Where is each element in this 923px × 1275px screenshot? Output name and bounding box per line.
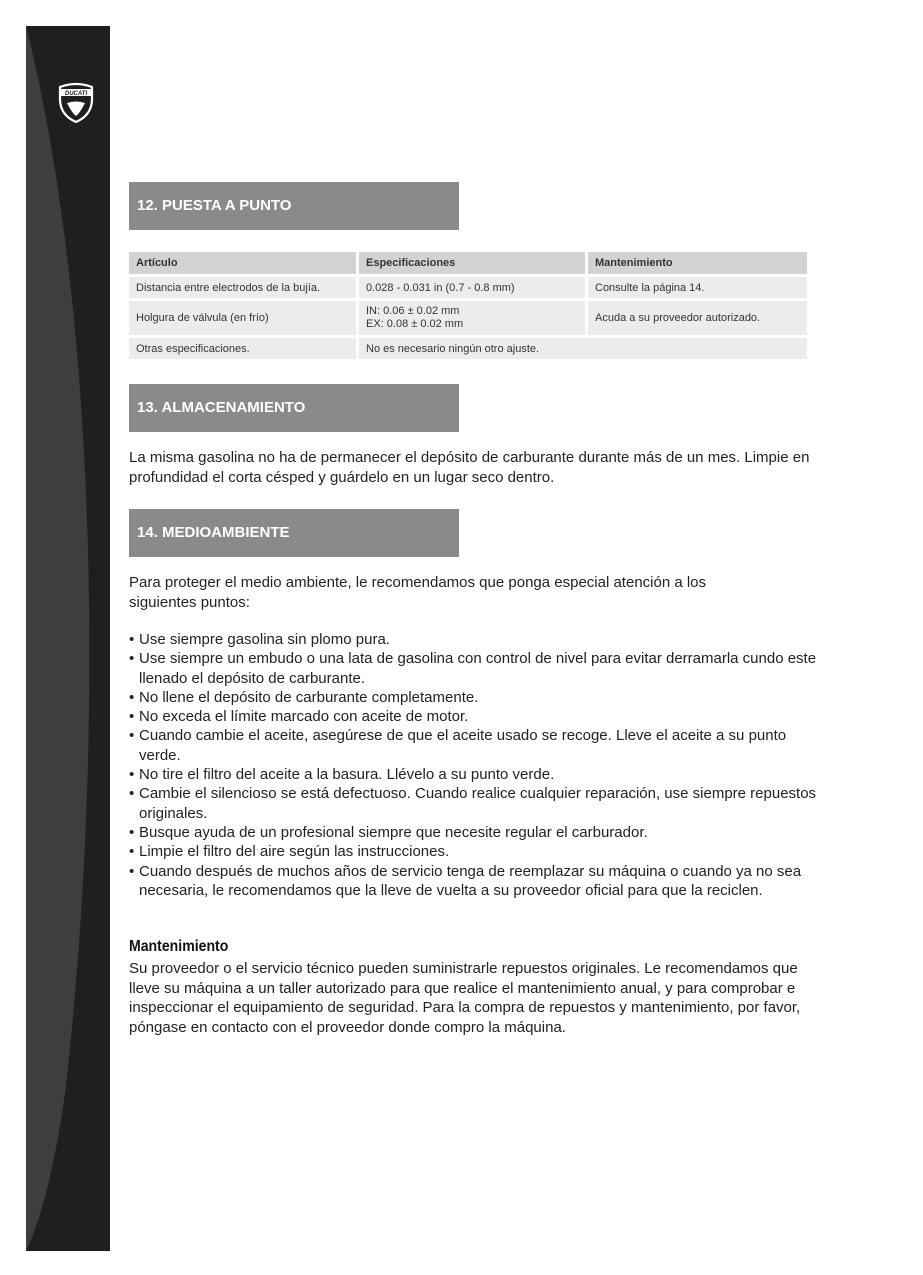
table-cell: Acuda a su proveedor autorizado.	[588, 301, 807, 335]
list-item: • Cuando cambie el aceite, asegúrese de que el aceite usado se recoge. Lleve el aceite a su punto verde.	[129, 726, 819, 765]
table-row	[129, 277, 807, 298]
list-item: • No llene el depósito de carburante completamente.	[129, 688, 819, 707]
list-item: • No exceda el límite marcado con aceite de motor.	[129, 707, 819, 726]
table-row	[129, 338, 807, 359]
column-header-especificaciones: Especificaciones	[359, 252, 585, 274]
table-cell: Holgura de válvula (en frío)	[129, 301, 356, 335]
list-item: • Use siempre gasolina sin plomo pura.	[129, 630, 819, 649]
spec-line-ex: EX: 0.08 ± 0.02 mm	[366, 318, 464, 330]
environment-bullet-list	[129, 630, 819, 900]
table-row	[129, 301, 807, 335]
section-header-puesta-a-punto: 12. PUESTA A PUNTO	[129, 182, 459, 230]
list-item: • Use siempre un embudo o una lata de gasolina con control de nivel para evitar derramarla cundo este llenado el depósito de carburante.	[129, 649, 819, 688]
maintenance-heading: Mantenimiento	[129, 938, 229, 955]
side-decorative-band	[26, 26, 110, 1251]
table-cell: Distancia entre electrodos de la bujía.	[129, 277, 356, 298]
maintenance-paragraph: Su proveedor o el servicio técnico pueden suministrarle repuestos originales. Le recomendamos que lleve su máquina a un taller autorizado para que realice el mantenimiento anual, y para comprobar e inspeccionar el equipamiento de seguridad. Para la compra de repuestos y mantenimiento, por favor, póngase en contacto con el proveedor donde compro la máquina.	[129, 960, 801, 1036]
logo-text: DUCATI	[64, 91, 88, 97]
specifications-table	[126, 249, 810, 362]
list-item: • Busque ayuda de un profesional siempre que necesite regular el carburador.	[129, 823, 819, 842]
column-header-mantenimiento: Mantenimiento	[588, 252, 807, 274]
environment-intro: Para proteger el medio ambiente, le recomendamos que ponga especial atención a los siguientes puntos:	[129, 574, 707, 611]
spec-line-in: IN: 0.06 ± 0.02 mm	[366, 305, 460, 317]
table-cell	[359, 301, 585, 335]
table-cell: Consulte la página 14.	[588, 277, 807, 298]
list-item: • Limpie el filtro del aire según las instrucciones.	[129, 842, 819, 861]
list-item: • Cuando después de muchos años de servicio tenga de reemplazar su máquina o cuando ya no sea necesaria, le recomendamos que la lleve de vuelta a su proveedor oficial para que la reciclen.	[129, 862, 819, 901]
section-header-medioambiente: 14. MEDIOAMBIENTE	[129, 509, 459, 557]
table-cell: Otras especificaciones.	[129, 338, 356, 359]
table-cell: No es necesario ningún otro ajuste.	[359, 338, 807, 359]
storage-paragraph: La misma gasolina no ha de permanecer el depósito de carburante durante más de un mes. Limpie en profundidad el corta césped y guárdelo en un lugar seco dentro.	[129, 449, 810, 486]
list-item: • Cambie el silencioso se está defectuoso. Cuando realice cualquier reparación, use siempre repuestos originales.	[129, 784, 819, 823]
column-header-articulo: Artículo	[129, 252, 356, 274]
list-item: • No tire el filtro del aceite a la basura. Llévelo a su punto verde.	[129, 765, 819, 784]
table-header-row	[129, 252, 807, 274]
ducati-shield-icon	[56, 81, 96, 123]
table-cell: 0.028 - 0.031 in (0.7 - 0.8 mm)	[359, 277, 585, 298]
section-header-almacenamiento: 13. ALMACENAMIENTO	[129, 384, 459, 432]
